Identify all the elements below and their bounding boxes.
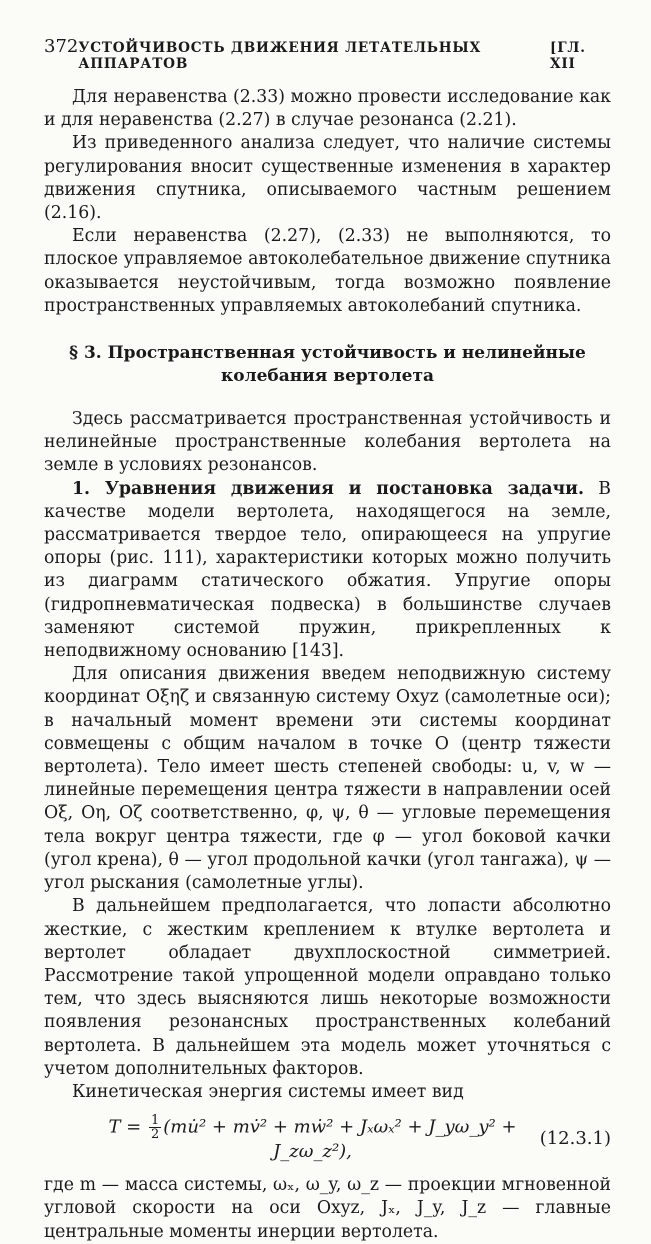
fraction xyxy=(149,1114,161,1141)
equation-body xyxy=(44,1114,521,1162)
running-title: УСТОЙЧИВОСТЬ ДВИЖЕНИЯ ЛЕТАТЕЛЬНЫХ АППАРАТОВ xyxy=(78,40,481,72)
paragraph: где m — масса системы, ωₓ, ω_y, ω_z — проекции мгновенной угловой скорости на оси Oxyz, Jₓ, J_y, J_z — главные центральные моменты инерции вертолета. xyxy=(44,1175,611,1242)
section-heading-line: колебания вертолета xyxy=(220,366,435,387)
paragraph: Из приведенного анализа следует, что наличие системы регулирования вносит существенные изменения в характер движения спутника, описываемого частным решением (2.16). xyxy=(44,133,611,224)
subsection-text: В качестве модели вертолета, находящегося на земле, рассматривается твердое тело, опирающееся на упругие опоры (рис. 111), характеристики которых можно получить из диаграмм статического обжатия. Упругие опоры (гидропневматическая подвеска) в большинстве случаев заменяют системой пружин, прикрепленных к неподвижному основанию [143]. xyxy=(44,478,611,662)
equation-lhs: T = xyxy=(108,1116,142,1138)
paragraph: Для неравенства (2.33) можно провести исследование как и для неравенства (2.27) в случае резонанса (2.21). xyxy=(44,87,611,131)
fraction-denominator: 2 xyxy=(150,1127,160,1143)
paragraph: Если неравенства (2.27), (2.33) не выполняются, то плоское управляемое автоколебательное движение спутника оказывается неустойчивым, тогда возможно появление пространственных управляемых автоколебаний спутника. xyxy=(44,226,611,316)
paragraph: Для описания движения введем неподвижную систему координат Oξηζ и связанную систему Oxyz (самолетные оси); в начальный момент времени эти системы координат совмещены с общим началом в точке O (центр тяжести вертолета). Тело имеет шесть степеней свободы: u, v, w — линейные перемещения центра тяжести в направлении осей Oξ, Oη, Oζ соответственно, φ, ψ, θ — угловые перемещения тела вокруг центра тяжести, где φ — угол боковой качки (угол крена), θ — угол продольной качки (угол тангажа), ψ — угол рыскания (самолетные углы). xyxy=(44,664,611,894)
paragraph: Здесь рассматривается пространственная устойчивость и нелинейные пространственные колебания вертолета на земле в условиях резонансов. xyxy=(44,409,611,476)
equation xyxy=(44,1114,611,1162)
running-header xyxy=(44,36,611,72)
section-heading xyxy=(44,342,611,388)
subsection-heading: 1. Уравнения движения и постановка задачи. xyxy=(72,478,584,499)
equation-rhs: (mu̇² + mv̇² + mẇ² + Jₓωₓ² + J_yω_y² + J_zω_z²), xyxy=(163,1116,517,1163)
chapter-label: [ГЛ. XII xyxy=(550,40,586,72)
paragraph xyxy=(44,478,611,664)
paragraph: Кинетическая энергия системы имеет вид xyxy=(72,1081,464,1102)
equation-number: (12.3.1) xyxy=(539,1127,611,1149)
section-heading-line: § 3. Пространственная устойчивость и нелинейные xyxy=(69,343,586,364)
page-number: 372 xyxy=(44,36,79,57)
paragraph: В дальнейшем предполагается, что лопасти абсолютно жесткие, с жестким креплением к втулке вертолета и вертолет обладает двухплоскостной симметрией. Рассмотрение такой упрощенной модели оправдано только тем, что здесь выясняются лишь некоторые возможности появления резонансных пространственных колебаний вертолета. В дальнейшем эта модель может уточняться с учетом дополнительных факторов. xyxy=(44,896,611,1079)
fraction-numerator: 1 xyxy=(150,1113,160,1129)
